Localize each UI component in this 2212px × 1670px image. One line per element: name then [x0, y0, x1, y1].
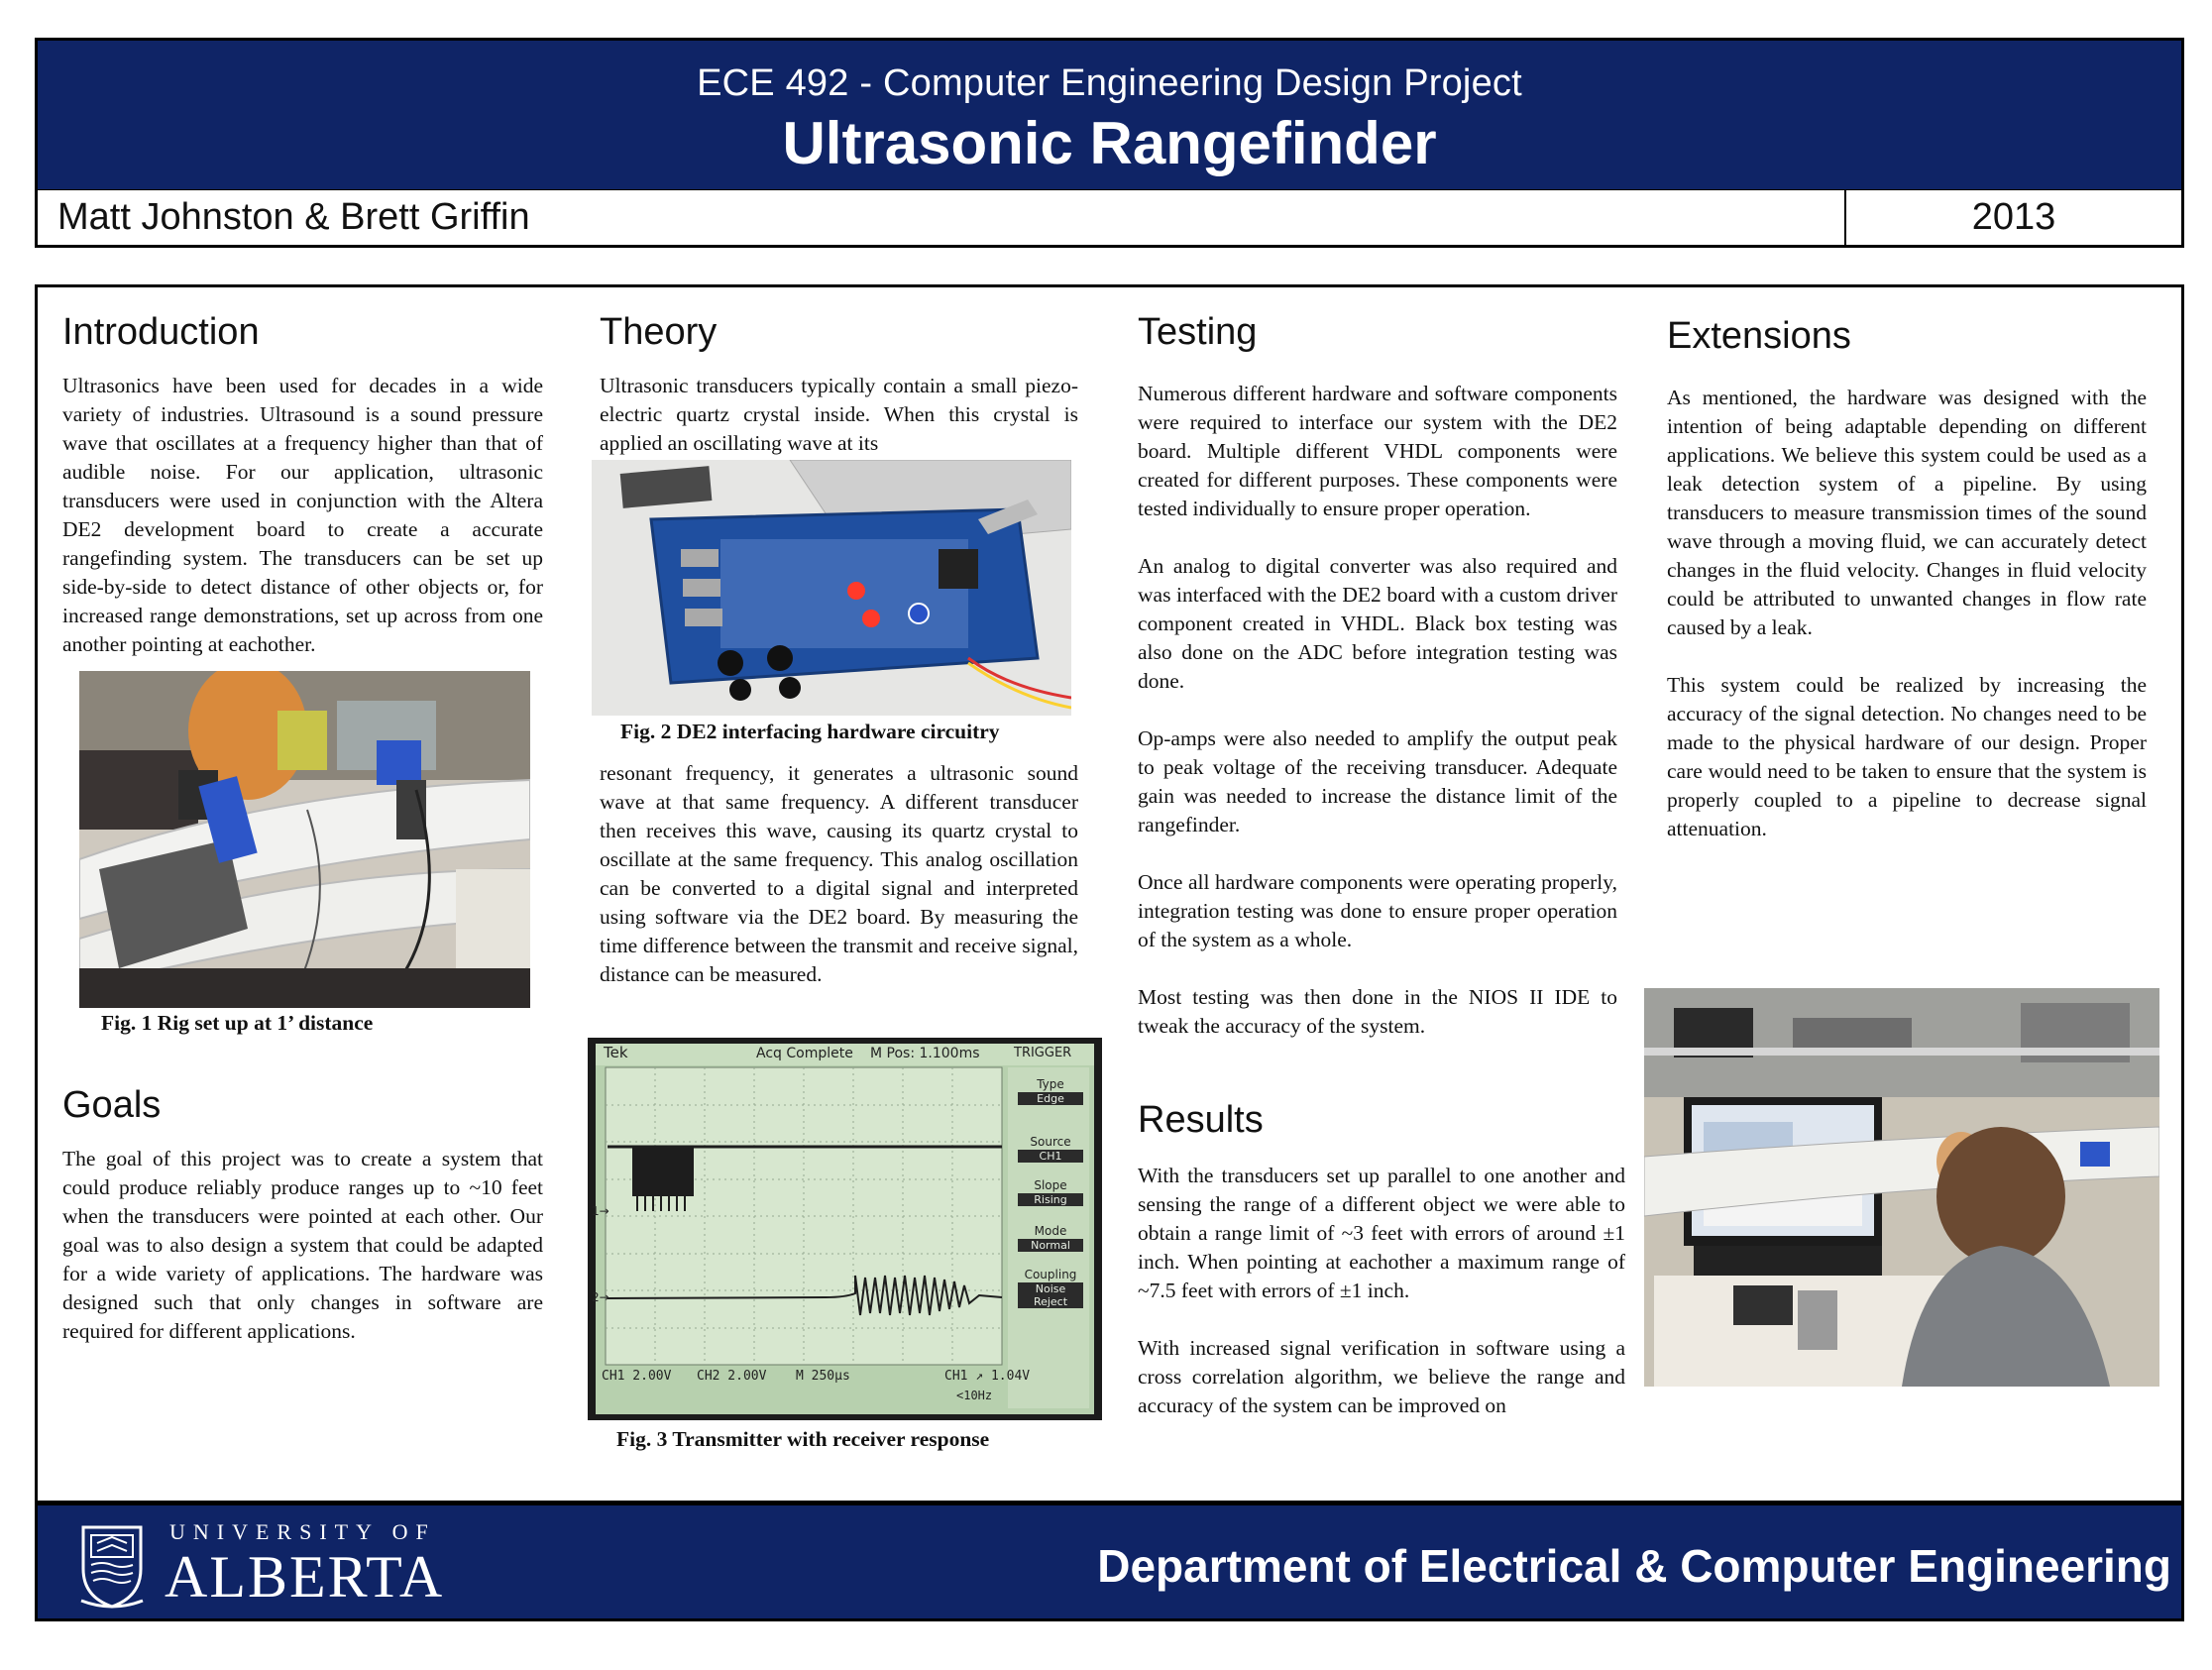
scope-status: Acq Complete [756, 1046, 853, 1061]
extensions-section [1667, 315, 2147, 843]
testing-heading: Testing [1138, 311, 1258, 353]
scope-menu-label: Coupling [1024, 1268, 1077, 1281]
results-heading: Results [1138, 1099, 1264, 1141]
ch2-marker: 2→ [592, 1290, 609, 1304]
results-paragraph: With increased signal verification in software using a cross correlation algorithm, we believe the range and accuracy of the system can be improved on [1138, 1336, 1625, 1417]
introduction-text: Ultrasonics have been used for decades in a wide variety of industries. Ultrasound is a sound pressure wave that oscillates at a frequency higher than that of audible noise. For our application, ultrasonic transducers were used in conjunction with the Altera DE2 development board to create a accurate rangefinding system. The transducers can be set up side-by-side to detect distance of other objects or, for increased range demonstrations, set up across from one another pointing at eachother. [62, 374, 543, 656]
fig3-oscilloscope-screen [588, 1038, 1102, 1420]
theory-heading: Theory [600, 311, 718, 353]
footer-banner [35, 1503, 2184, 1621]
year: 2013 [1844, 190, 2181, 245]
scope-ch1-scale: CH1 2.00V [602, 1369, 672, 1384]
testing-paragraphs [1138, 380, 1617, 1041]
scope-trigger-level: CH1 ↗ 1.04V [944, 1369, 1031, 1384]
theory-section [600, 311, 1078, 458]
scope-trigger-label: TRIGGER [1014, 1046, 1072, 1060]
scope-menu-value: Edge [1018, 1092, 1083, 1105]
scope-menu-label: Mode [1034, 1224, 1067, 1238]
lab-photo-illustration [1644, 988, 2159, 1387]
scope-frequency: <10Hz [956, 1389, 993, 1402]
fig2-caption: Fig. 2 DE2 interfacing hardware circuitry [620, 720, 1000, 743]
circuit-photo-illustration [592, 460, 1071, 716]
scope-ch2-scale: CH2 2.00V [697, 1369, 767, 1384]
testing-section [1138, 311, 1617, 1041]
results-section [1138, 1099, 1625, 1420]
extensions-paragraph: As mentioned, the hardware was designed with the intention of being adaptable depending on different applications. We believe this system could be used as a leak detection system of a pipeline. By using transducers to measure transmission times of the sound wave through a moving fluid, we can accurately detect changes in the fluid velocity. Changes in fluid velocity could be attributed to unwanted changes in flow rate caused by a leak. [1667, 386, 2147, 639]
course-title: ECE 492 - Computer Engineering Design Project [697, 62, 1522, 104]
fig1-rig-photo [79, 671, 530, 1008]
extensions-paragraph: This system could be realized by increasing the accuracy of the signal detection. No changes need to be made to the physical hardware of our design. Proper care would need to be taken to ensure that the system is properly coupled to a pipeline to decrease signal attenuation. [1667, 673, 2147, 840]
header-banner [35, 38, 2184, 192]
fig2-circuit-photo [592, 460, 1071, 716]
testing-paragraph: Numerous different hardware and software components were required to interface our system with the DE2 board. Multiple different VHDL components were created for different purposes. These components were tested individually to ensure proper operation. [1138, 382, 1617, 520]
scope-menu-value: CH1 [1018, 1150, 1083, 1163]
scope-menu-label: Type [1037, 1077, 1064, 1091]
goals-section [62, 1084, 543, 1346]
authors: Matt Johnston & Brett Griffin [57, 196, 530, 238]
goals-heading: Goals [62, 1084, 162, 1126]
theory-text-2: resonant frequency, it generates a ultrasonic sound wave at that same frequency. A different transducer then receives this wave, causing its quartz crystal to oscillate at the same frequency. This analog oscillation can be converted to a digital signal and interpreted using software via the DE2 board. By measuring the time difference between the transmit and receive signal, distance can be measured. [600, 761, 1078, 986]
extensions-heading: Extensions [1667, 315, 1851, 357]
theory-text-1: Ultrasonic transducers typically contain a small piezo-electric quartz crystal inside. When this crystal is applied an oscillating wave at its [600, 374, 1078, 455]
fig1-caption: Fig. 1 Rig set up at 1’ distance [101, 1011, 374, 1035]
testing-paragraph: Op-amps were also needed to amplify the output peak to peak voltage of the receiving transducer. Adequate gain was needed to increase the distance limit of the rangefinder. [1138, 726, 1617, 836]
scope-menu-label: Slope [1034, 1178, 1067, 1192]
author-row [35, 190, 2184, 248]
scope-menu-value: Normal [1018, 1239, 1083, 1252]
testing-paragraph: Most testing was then done in the NIOS II IDE to tweak the accuracy of the system. [1138, 985, 1617, 1038]
theory-continued [600, 759, 1078, 989]
scope-mpos: M Pos: 1.100ms [870, 1046, 980, 1061]
fig3-caption: Fig. 3 Transmitter with receiver response [616, 1427, 990, 1451]
introduction-section [62, 311, 543, 659]
testing-paragraph: An analog to digital converter was also required and was interfaced with the DE2 board with a custom driver component created in VHDL. Black box testing was also done on the ADC before integration testing was done. [1138, 554, 1617, 693]
rig-photo-illustration [79, 671, 530, 1008]
poster-title: Ultrasonic Rangefinder [782, 110, 1437, 176]
lab-photo [1644, 988, 2159, 1387]
scope-timebase: M 250µs [796, 1369, 850, 1384]
extensions-paragraphs [1667, 384, 2147, 843]
goals-text: The goal of this project was to create a system that could produce reliably produce ranges up to ~10 feet when the transducers were pointed at each other. Our goal was to also design a system that could be adapted for a wide variety of applications. The hardware was designed such that only changes in software are required for different applications. [62, 1147, 543, 1343]
scope-menu-label: Source [1030, 1135, 1071, 1149]
scope-menu-value: Noise Reject [1018, 1282, 1083, 1308]
ch1-marker: 1→ [592, 1204, 609, 1218]
department-name: Department of Electrical & Computer Engineering [1097, 1540, 2171, 1592]
testing-paragraph: Once all hardware components were operating properly, integration testing was done to ensure proper operation of the system as a whole. [1138, 870, 1617, 951]
university-crest-icon [77, 1521, 147, 1609]
university-of-label: UNIVERSITY OF [169, 1519, 436, 1544]
introduction-heading: Introduction [62, 311, 260, 353]
results-paragraph: With the transducers set up parallel to one another and sensing the range of a different object we were able to obtain a range limit of ~3 feet with errors of around ±1 inch. When pointing at eachother a maximum range of ~7.5 feet with errors of ±1 inch. [1138, 1164, 1625, 1302]
results-paragraphs [1138, 1162, 1625, 1420]
scope-brand: Tek [604, 1044, 628, 1061]
alberta-wordmark: ALBERTA [165, 1544, 445, 1610]
scope-menu-value: Rising [1018, 1193, 1083, 1206]
